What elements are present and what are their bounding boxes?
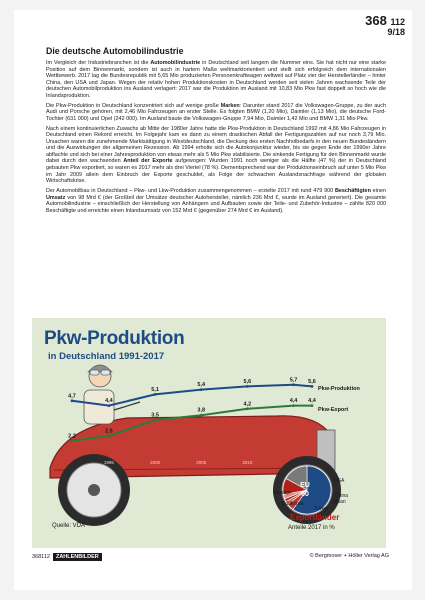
- data-label: 5,6: [243, 378, 252, 385]
- pie-center-label: EU: [300, 482, 310, 489]
- data-point: [108, 404, 111, 407]
- data-label: 2,5: [105, 428, 113, 435]
- axis-tick-label: 2000: [150, 460, 161, 465]
- body-paragraph: [46, 188, 386, 214]
- data-point: [200, 414, 203, 417]
- axis-tick-label: 1995: [103, 460, 114, 465]
- pie-subtitle: Anteile 2017 in %: [288, 525, 335, 531]
- data-label: 3,5: [151, 412, 159, 419]
- pie-label-suedkorea: Südkorea: [282, 501, 304, 507]
- data-point: [311, 404, 314, 407]
- footer-brand: ZAHLENBILDER: [53, 553, 102, 561]
- body-bold-term: Marken: [220, 102, 240, 109]
- data-label: 4,4: [308, 398, 316, 405]
- document-number: 368 112: [365, 13, 405, 28]
- data-label: 4,7: [68, 393, 76, 400]
- body-bold-term: Anteil der Exporte: [123, 158, 173, 165]
- data-label: 4,4: [289, 398, 298, 405]
- legend-pkw-export: Pkw-Export: [318, 407, 349, 413]
- body-text: [46, 60, 386, 218]
- body-paragraph: [46, 60, 386, 99]
- body-text-run: von 98 Mrd € (der Großteil der Umsätze deutscher Autohersteller, nämlich 236 Mrd €, wurde im Ausland generiert). Die gesamte Automobilindustrie – einschließlich der Herstellung von Anhängern und Aufbauten sowie der Teile- und Zubehör-Industrie – zählte 820 000 Beschäftigte und erreichte einen Inlandsumsatz von 152 Mrd € (gegenüber 274 Mrd € im Ausland).: [46, 194, 386, 214]
- data-label: 2,2: [68, 433, 76, 440]
- body-bold-term: Automobilindustrie: [150, 60, 201, 66]
- footer-publisher: © Bergmoser + Höller Verlag AG: [309, 553, 389, 559]
- data-point: [246, 385, 249, 388]
- pie-label-usa: USA: [334, 478, 345, 484]
- body-text-run: Der Automobilbau in Deutschland – Pkw- und Lkw-Produktion zusammengenommen – erzielte 2017 mit rund 479 900: [46, 188, 335, 195]
- data-label: 3,8: [197, 407, 206, 414]
- body-text-run: in Deutschland seit langem die Nummer eins. Sie hat nicht nur eine starke Position auf dem Binnenmarkt, sondern ist auch in hartem Maße weltmarktorientiert und stellt sich erfolgreich dem internationalen Wettbewerb. 2017 lag die Bundesrepublik mit 5,65 Mio produzierten Personenkraftwagen weltweit auf Platz vier der Herstellerländer – hinter China, den USA und Japan. Wegen der relativ hohen Produktionskosten in Deutschland werden seit vielen Jahren wachsende Teile der deutschen Automobilproduktion ins Ausland verlagert: 2017 war die Produktion im Ausland mit 10,83 Mio Pkw fast doppelt so hoch wie die Inlandsproduktion.: [46, 60, 386, 99]
- chart-title: Pkw-Produktion: [44, 328, 185, 349]
- infographic: [32, 318, 386, 548]
- data-label: 4,2: [243, 401, 252, 408]
- pie-label-china: China: [335, 493, 349, 499]
- data-label: 5,4: [197, 382, 206, 389]
- data-point: [154, 419, 157, 422]
- page-title: Die deutsche Automobilindustrie: [46, 46, 184, 56]
- pie-title: Exportländer: [290, 513, 340, 522]
- data-point: [71, 439, 74, 442]
- data-label: 5,7: [289, 377, 298, 384]
- data-label: 5,1: [151, 386, 159, 393]
- pie-label-sonstige: sonstige: [273, 490, 292, 496]
- body-paragraph: [46, 126, 386, 185]
- footer-code-number: 368112: [32, 554, 50, 560]
- pie-label-japan: Japan: [332, 499, 346, 505]
- rear-wheel: [58, 454, 130, 526]
- data-label: 5,6: [308, 378, 316, 385]
- pie-center-value: 60: [301, 491, 309, 498]
- document-date: 9/18: [387, 26, 405, 37]
- data-point: [71, 399, 74, 402]
- data-point: [108, 435, 111, 438]
- legend-pkw-produktion: Pkw-Produktion: [318, 386, 360, 392]
- data-point: [292, 383, 295, 386]
- body-text-run: Im Vergleich der Industriebranchen ist die: [46, 60, 151, 66]
- axis-tick-label: 2005: [196, 460, 207, 465]
- body-bold-term: Umsatz: [46, 194, 66, 201]
- body-text-run: Die Pkw-Produktion in Deutschland konzentriert sich auf wenige große: [46, 102, 221, 109]
- data-point: [154, 393, 157, 396]
- body-text-run: Nach einem kontinuierlichen Zuwachs ab Mitte der 1980er Jahre hatte die Pkw-Produktion in Deutschland 1992 mit 4,86 Mio Fahrzeugen in Deutschland einen Rekord erreicht. Im Folgejahr kam es dann zu einem drastischen Abfall der Fertigungszahlen auf nur noch 3,79 Mio. Ursachen waren die zunehmende Marktsättigung in Westdeutschland, die Deckung des ersten Nachholbedarfs in den neuen Bundesländern und die Auswirkungen der allgemeinen Rezession. Ab 1994 erholte sich die Autokonjunktur wieder, bis sie gegen Ende der 1990er Jahre abflachte und sich bei einer Jahresproduktion von etwas mehr als 5 Mio Pkw stabilisierte. Die sinkende Fertigung für den Binnenmarkt wurde dabei durch den wachsenden: [46, 125, 386, 165]
- data-point: [246, 407, 249, 410]
- chart-source: Quelle: VDA: [52, 523, 86, 529]
- body-text-run: aufgewogen: Wurden 1991 noch weniger als die Hälfte (47 %) der in Deutschland gebauten Pkw exportiert, so waren es 2017 mehr als drei Viertel (78 %). Dementsprechend war der Produktionseinbruch auf unter 5 Mio Pkw im Jahr 2009 allein dem Einbruch der Exporte geschuldet, als Folge der schwachen Auslandsnachfrage während der globalen Wirtschaftskrise.: [46, 158, 386, 185]
- document-reference: [365, 14, 405, 37]
- body-text-run: : Darunter stand 2017 die Volkswagen-Gruppe, zu der auch Audi und Porsche gehören, mit 2,46 Mio Fahrzeugen an erster Stelle. Es folgten BMW (1,20 Mio), Daimler (1,13 Mio), die deutsche Ford-Tochter (631 000) und Opel (242 000). Im Ausland baute die Volkswagen-Gruppe 7,94 Mio, Daimler 1,42 Mio und BMW 1,31 Mio Pkw.: [46, 102, 386, 122]
- footer-code: [32, 553, 102, 561]
- data-point: [200, 388, 203, 391]
- body-bold-term: Beschäftigten: [334, 188, 371, 195]
- pie-label-tuerkei: Türkei: [314, 506, 328, 512]
- body-paragraph: [46, 103, 386, 123]
- chart-subtitle: in Deutschland 1991-2017: [48, 351, 165, 362]
- data-point: [292, 404, 295, 407]
- data-label: 4,4: [105, 398, 113, 405]
- body-text-run: einen: [370, 188, 386, 195]
- axis-tick-label: 2010: [242, 460, 253, 465]
- data-point: [311, 385, 314, 388]
